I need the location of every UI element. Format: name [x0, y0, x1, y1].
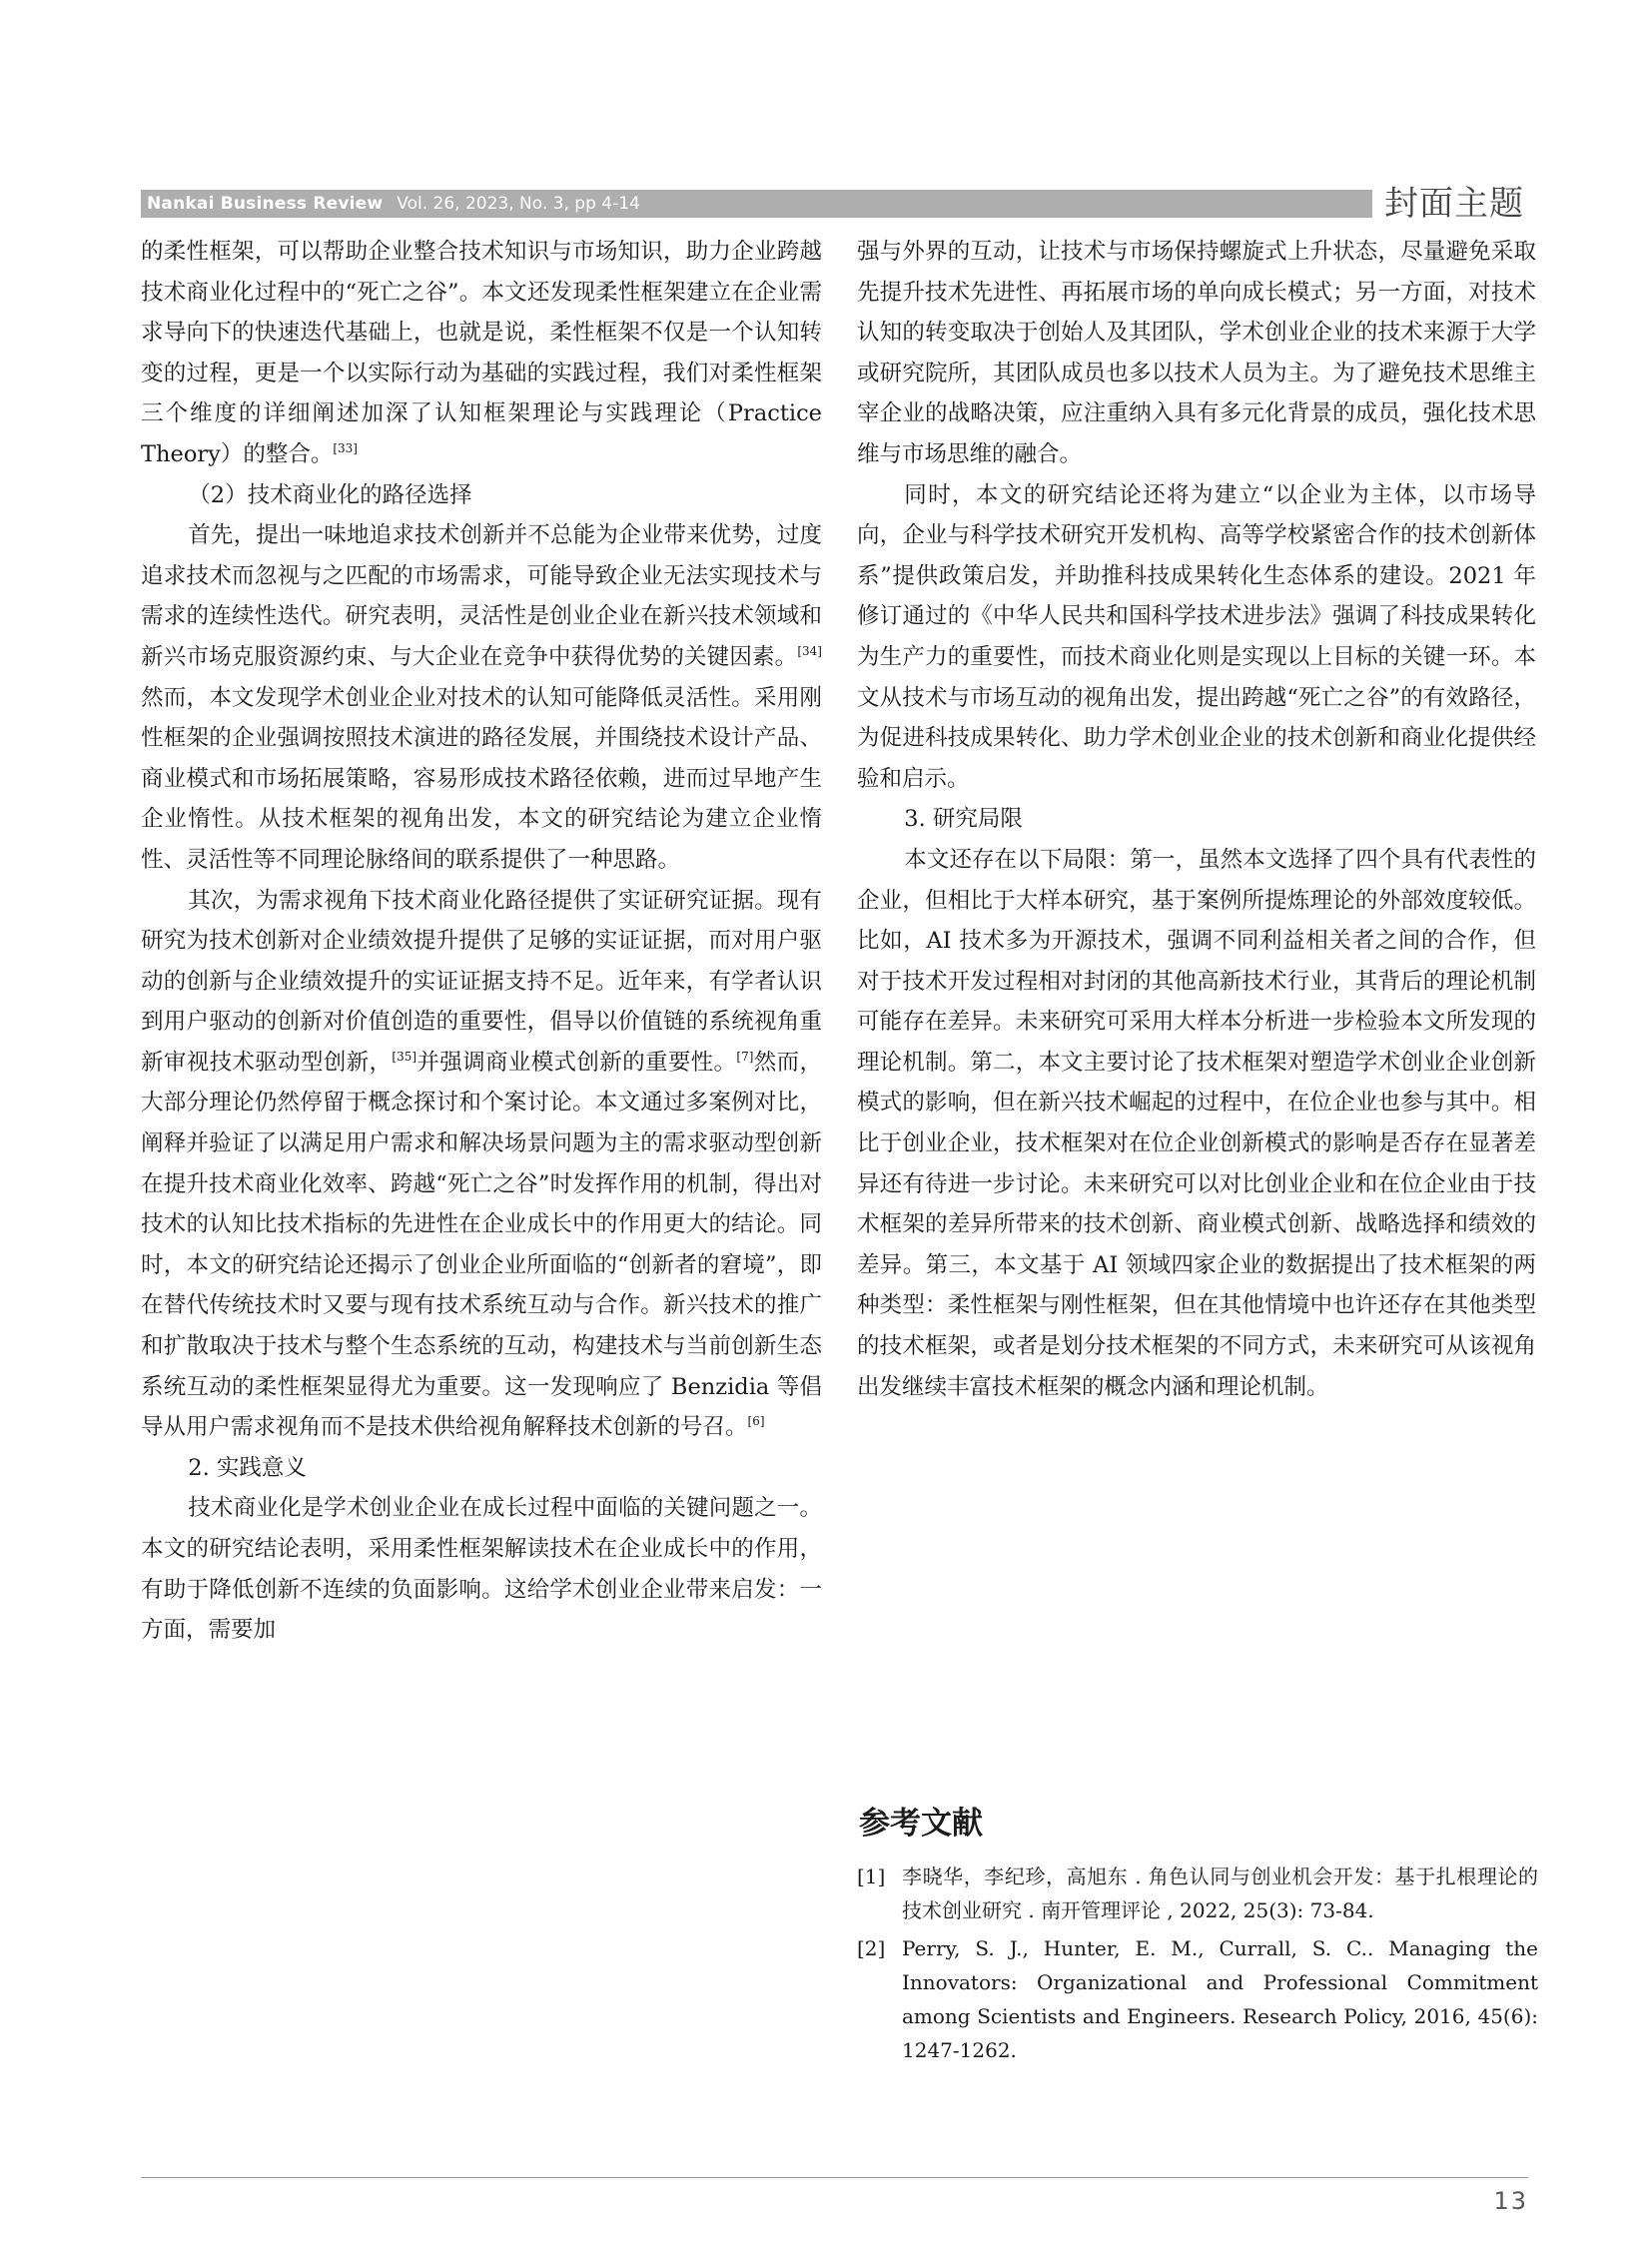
reference-item — [857, 1860, 1538, 1927]
left-column — [141, 232, 822, 1651]
citation: [7] — [736, 1049, 754, 1064]
page-number: 13 — [1493, 2187, 1528, 2215]
reference-number: [2] — [857, 1936, 886, 1960]
right-column — [857, 232, 1536, 1407]
citation: [35] — [392, 1049, 417, 1064]
paragraph: 本文还存在以下局限：第一，虽然本文选择了四个具有代表性的企业，但相比于大样本研究，基于案例所提炼理论的外部效度较低。比如，AI 技术多为开源技术，强调不同利益相关者之间的合作，但对于技术开发过程相对封闭的其他高新技术行业，其背后的理论机制可能存在差异。未来研究可采用大样本分析进一步检验本文所发现的理论机制。第二，本文主要讨论了技术框架对塑造学术创业企业创新模式的影响，但在新兴技术崛起的过程中，在位企业也参与其中。相比于创业企业，技术框架对在位企业创新模式的影响是否存在显著差异还有待进一步讨论。未来研究可以对比创业企业和在位企业由于技术框架的差异所带来的技术创新、商业模式创新、战略选择和绩效的差异。第三，本文基于 AI 领域四家企业的数据提出了技术框架的两种类型：柔性框架与刚性框架，但在其他情境中也许还存在其他类型的技术框架，或者是划分技术框架的不同方式，未来研究可从该视角出发继续丰富技术框架的概念内涵和理论机制。 — [857, 846, 1536, 1400]
citation: [34] — [797, 643, 822, 658]
references-list — [857, 1860, 1538, 2071]
reference-number: [1] — [857, 1865, 886, 1888]
paragraph: 其次，为需求视角下技术商业化路径提供了实证研究证据。现有研究为技术创新对企业绩效提升提供了足够的实证证据，而对用户驱动的创新与企业绩效提升的实证证据支持不足。近年来，有学者认识到用户驱动的创新对价值创造的重要性，倡导以价值链的系统视角重新审视技术驱动型创新，[35]并强调商业模式创新的重要性。[7]然而，大部分理论仍然停留于概念探讨和个案讨论。本文通过多案例对比，阐释并验证了以满足用户需求和解决场景问题为主的需求驱动型创新在提升技术商业化效率、跨越“死亡之谷”时发挥作用的机制，得出对技术的认知比技术指标的先进性在企业成长中的作用更大的结论。同时，本文的研究结论还揭示了创业企业所面临的“创新者的窘境”，即在替代传统技术时又要与现有技术系统互动与合作。新兴技术的推广和扩散取决于技术与整个生态系统的互动，构建技术与当前创新生态系统互动的柔性框架显得尤为重要。这一发现响应了 Benzidia 等倡导从用户需求视角而不是技术供给视角解释技术创新的号召。[6] — [141, 887, 822, 1441]
reference-text: Perry, S. J., Hunter, E. M., Currall, S. C.. Managing the Innovators: Organizational and Professional Commitment among Scientists and Engineers. Research Policy, 2016, 45(6): 1247-1262. — [902, 1936, 1538, 2062]
section-heading: 3. 研究局限 — [904, 806, 1023, 833]
paragraph: 技术商业化是学术创业企业在成长过程中面临的关键问题之一。本文的研究结论表明，采用柔性框架解读技术在企业成长中的作用，有助于降低创新不连续的负面影响。这给学术创业企业带来启发：一方面，需要加 — [141, 1495, 822, 1644]
citation: [33] — [333, 440, 358, 455]
paragraph: 的柔性框架，可以帮助企业整合技术知识与市场知识，助力企业跨越技术商业化过程中的“死亡之谷”。本文还发现柔性框架建立在企业需求导向下的快速迭代基础上，也就是说，柔性框架不仅是一个认知转变的过程，更是一个以实际行动为基础的实践过程，我们对柔性框架三个维度的详细阐述加深了认知框架理论与实践理论（Practice Theory）的整合。[33] — [141, 239, 822, 467]
references-title: 参考文献 — [859, 1806, 983, 1842]
reference-item — [857, 1931, 1538, 2067]
running-header — [141, 184, 1528, 224]
journal-name: Nankai Business Review — [147, 194, 384, 214]
reference-text: 李晓华，李纪珍，高旭东 . 角色认同与创业机会开发：基于扎根理论的技术创业研究 . 南开管理评论 , 2022, 25(3): 73-84. — [902, 1865, 1538, 1922]
citation: [6] — [747, 1414, 765, 1429]
paragraph: 首先，提出一味地追求技术创新并不总能为企业带来优势，过度追求技术而忽视与之匹配的市场需求，可能导致企业无法实现技术与需求的连续性迭代。研究表明，灵活性是创业企业在新兴技术领域和新兴市场克服资源约束、与大企业在竞争中获得优势的关键因素。[34]然而，本文发现学术创业企业对技术的认知可能降低灵活性。采用刚性框架的企业强调按照技术演进的路径发展，并围绕技术设计产品、商业模式和市场拓展策略，容易形成技术路径依赖，进而过早地产生企业惰性。从技术框架的视角出发，本文的研究结论为建立企业惰性、灵活性等不同理论脉络间的联系提供了一种思路。 — [141, 522, 822, 873]
volume-info: Vol. 26, 2023, No. 3, pp 4-14 — [397, 194, 640, 214]
footer-rule — [141, 2177, 1528, 2178]
paragraph: 同时，本文的研究结论还将为建立“以企业为主体，以市场导向，企业与科学技术研究开发机构、高等学校紧密合作的技术创新体系”提供政策启发，并助推科技成果转化生态体系的建设。2021 年修订通过的《中华人民共和国科学技术进步法》强调了科技成果转化为生产力的重要性，而技术商业化则是实现以上目标的关键一环。本文从技术与市场互动的视角出发，提出跨越“死亡之谷”的有效路径，为促进科技成果转化、助力学术创业企业的技术创新和商业化提供经验和启示。 — [857, 481, 1536, 792]
subsection-heading: （2）技术商业化的路径选择 — [188, 481, 472, 508]
section-title: 封面主题 — [1372, 184, 1528, 224]
paragraph: 强与外界的互动，让技术与市场保持螺旋式上升状态，尽量避免采取先提升技术先进性、再拓展市场的单向成长模式；另一方面，对技术认知的转变取决于创始人及其团队，学术创业企业的技术来源于大学或研究院所，其团队成员也多以技术人员为主。为了避免技术思维主宰企业的战略决策，应注重纳入具有多元化背景的成员，强化技术思维与市场思维的融合。 — [857, 239, 1536, 467]
section-heading: 2. 实践意义 — [188, 1454, 307, 1481]
